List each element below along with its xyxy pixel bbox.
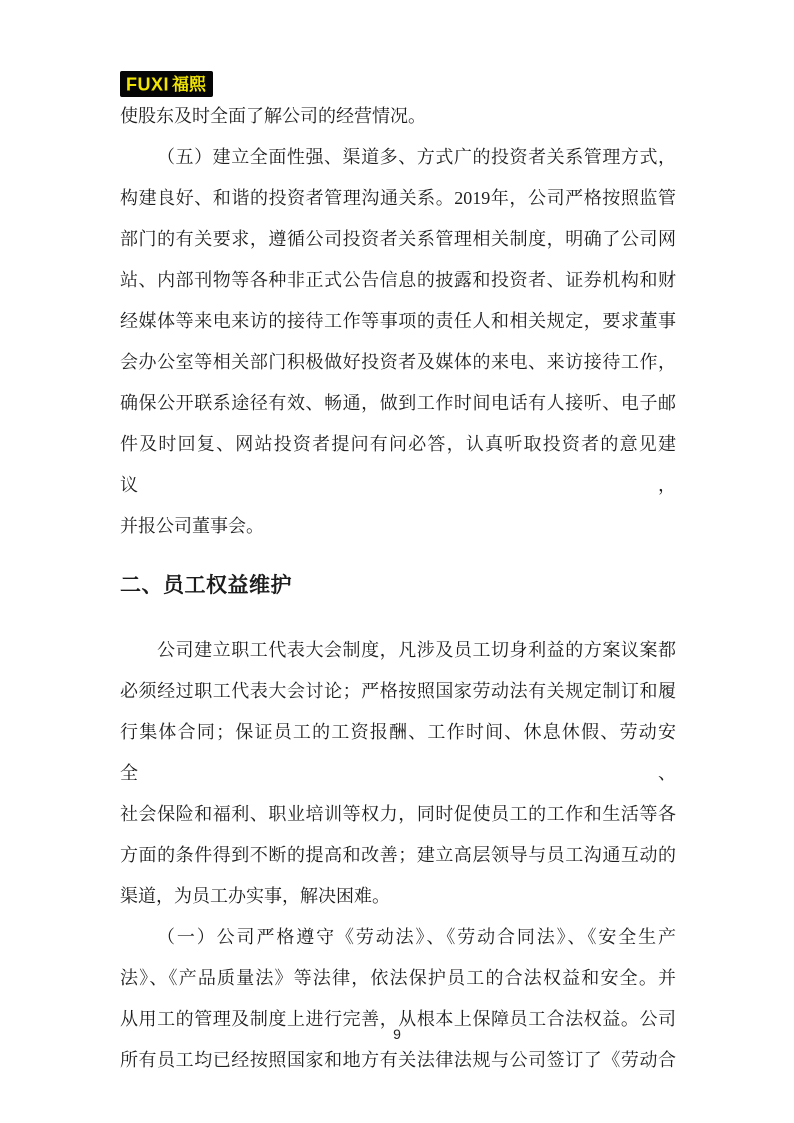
section-heading: 二、员工权益维护: [120, 574, 292, 597]
paragraph: [120, 630, 676, 917]
text-line: 站、内部刊物等各种非正式公告信息的披露和投资者、证券机构和财: [120, 270, 676, 290]
text-line: 确保公开联系途径有效、畅通，做到工作时间电话有人接听、电子邮: [120, 393, 676, 413]
page-number: 9: [393, 1026, 401, 1042]
text-line: 件及时回复、网站投资者提问有问必答，认真听取投资者的意见建议，: [120, 434, 676, 495]
text-line: 并报公司董事会。: [120, 516, 264, 536]
text-line: 会办公室等相关部门积极做好投资者及媒体的来电、来访接待工作，: [120, 352, 676, 372]
text-line: 部门的有关要求，遵循公司投资者关系管理相关制度，明确了公司网: [120, 229, 676, 249]
text-line: 经媒体等来电来访的接待工作等事项的责任人和相关规定，要求董事: [120, 311, 676, 331]
paragraph: [120, 917, 676, 1081]
text-line: 法》、《产品质量法》等法律，依法保护员工的合法权益和安全。并: [120, 968, 676, 988]
text-line: 社会保险和福利、职业培训等权力，同时促使员工的工作和生活等各: [120, 804, 676, 824]
logo-latin-text: FUXI: [126, 73, 170, 95]
text-line: 所有员工均已经按照国家和地方有关法律法规与公司签订了《劳动合: [120, 1050, 676, 1070]
company-logo: [120, 71, 213, 97]
document-body: [120, 96, 676, 1081]
text-line: 使股东及时全面了解公司的经营情况。: [120, 106, 426, 126]
text-line: 渠道，为员工办实事，解决困难。: [120, 886, 390, 906]
text-line: 方面的条件得到不断的提高和改善；建立高层领导与员工沟通互动的: [120, 845, 676, 865]
text-line: （五）建立全面性强、渠道多、方式广的投资者关系管理方式，: [157, 147, 676, 167]
text-line: 构建良好、和谐的投资者管理沟通关系。2019年，公司严格按照监管: [120, 188, 676, 208]
text-line: 必须经过职工代表大会讨论；严格按照国家劳动法有关规定制订和履: [120, 681, 676, 701]
text-line: （一）公司严格遵守《劳动法》、《劳动合同法》、《安全生产: [157, 927, 676, 947]
text-line: 从用工的管理及制度上进行完善，从根本上保障员工合法权益。公司: [120, 1009, 676, 1029]
paragraph: [120, 137, 676, 547]
paragraph: [120, 96, 676, 137]
logo-cjk-text: 福熙: [172, 74, 207, 94]
text-line: 行集体合同；保证员工的工资报酬、工作时间、休息休假、劳动安全、: [120, 722, 676, 783]
text-line: 公司建立职工代表大会制度，凡涉及员工切身利益的方案议案都: [157, 640, 676, 660]
